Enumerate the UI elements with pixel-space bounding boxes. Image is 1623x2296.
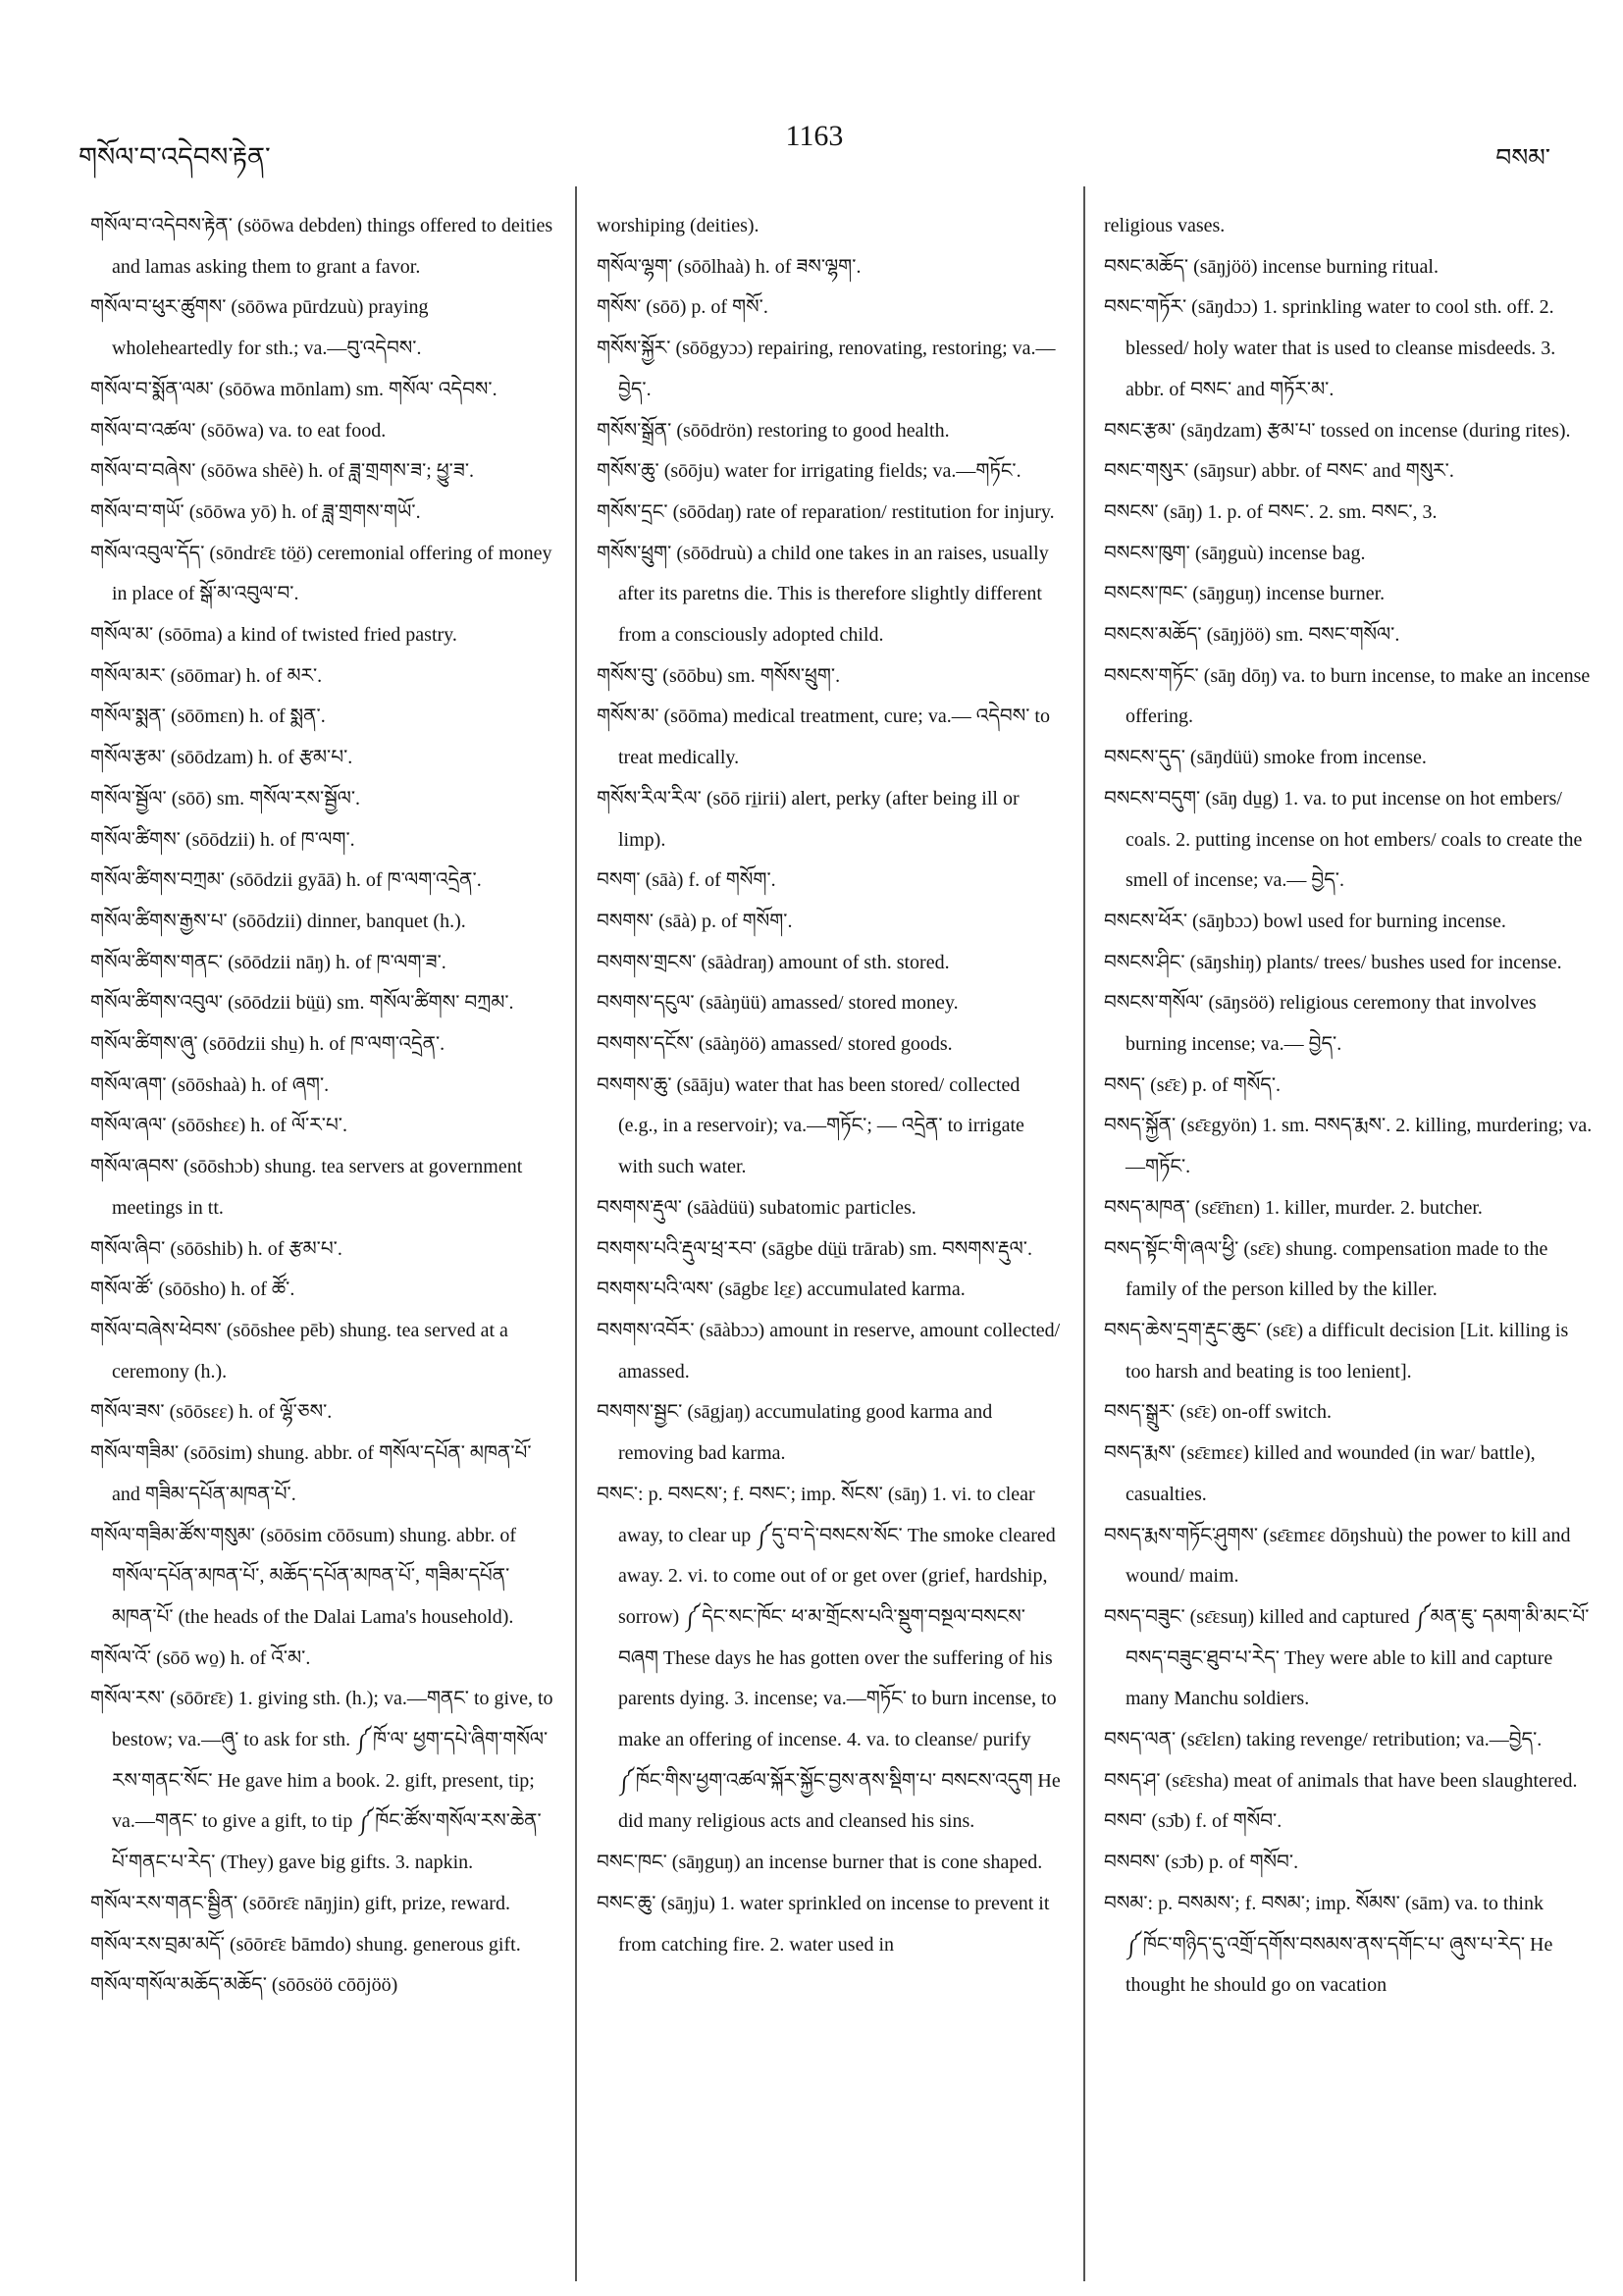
dictionary-entry: གསོལ་བ་གཡོ་ (sōōwa yō) h. of ཟླ་གྲགས་གཡོ་. [90, 500, 421, 523]
dictionary-entry: worshiping (deities). [597, 215, 759, 236]
dictionary-entry: གསོལ་ཚིགས་ཞུ་ (sōōdzii shu̱) h. of ཁ་ལག་འདྲེན་. [90, 1033, 445, 1056]
dictionary-entry: གསོལ་ཞིབ་ (sōōshib) h. of རྩམ་པ་. [90, 1237, 342, 1260]
dictionary-entry: བསང་མཆོད་ (sāŋjöö) incense burning ritual. [1104, 255, 1439, 278]
dictionary-entry: གསོལ་གསོལ་མཆོད་མཆོད་ (sōōsöö cōōjöö) [90, 1974, 398, 1997]
dictionary-entry: གསོས་ཕྲུག་ (sōōdruù) a child one takes in an raises, usually after its paretns die. This is therefore slightly different from a consciously adopted child. [597, 542, 1049, 647]
dictionary-entry: གསོལ་བ་འཚལ་ (sōōwa) va. to eat food. [90, 419, 387, 442]
dictionary-entry: བསགས་པའི་རྡུལ་ཕྲ་རབ་ (sāgbe dü̱ü trārab) sm. བསགས་རྡུལ་. [597, 1237, 1032, 1260]
dictionary-entry: གསོལ་གཟིམ་ (sōōsim) shung. abbr. of གསོལ་དཔོན་ མཁན་པོ་ and གཟིམ་དཔོན་མཁན་པོ་. [90, 1442, 532, 1505]
dictionary-entry: བསབས་ (sɔ̄b) p. of གསོབ་. [1104, 1852, 1299, 1874]
dictionary-entry: བསང་རྩམ་ (sāŋdzam) རྩམ་པ་ tossed on incense (during rites). [1104, 419, 1571, 442]
dictionary-entry: གསོལ་ཚིགས་བཀྲམ་ (sōōdzii gyāā) h. of ཁ་ལག་འདྲེན་. [90, 869, 482, 892]
column-divider [575, 186, 577, 2281]
column-divider [1083, 186, 1085, 2281]
dictionary-entry: བསད་བཟུང་ (sɛ̄ɛsuŋ) killed and captured ༼མན་ཇུ་ དམག་མི་མང་པོ་བསད་བཟུང་ཐུབ་པ་རེད་ They were able to kill and capture many Manchu soldiers. [1104, 1605, 1590, 1710]
dictionary-entry: བསད་རྨས་ (sɛ̄ɛmɛɛ) killed and wounded (in war/ battle), casualties. [1104, 1442, 1536, 1505]
dictionary-entry: གསོལ་ལྷག་ (sōōlhaà) h. of ཟས་ལྷག་. [597, 255, 862, 278]
dictionary-entry: གསོས་སྒྲོན་ (sōōdrön) restoring to good health. [597, 419, 950, 442]
dictionary-entry: བསགས་གྲངས་ (sāàdraŋ) amount of sth. stored. [597, 951, 950, 973]
dictionary-entry: གསོལ་ཚིགས་ (sōōdzii) h. of ཁ་ལག་. [90, 828, 355, 851]
dictionary-entry: གསོལ་རས་ (sōōrɛ̄ɛ) 1. giving sth. (h.); va.—གནང་ to give, to bestow; va.—ཞུ་ to ask for sth. ༼ཁོ་ལ་ ཕྱག་དཔེ་ཞིག་གསོལ་རས་གནང་སོང་ He gave him a book. 2. gift, present, tip; va.—གནང་ to give a gift, to tip ༼ཁོང་ཚོས་གསོལ་རས་ཆེན་པོ་གནང་པ་རེད་ (They) gave big gifts. 3. napkin. [90, 1688, 553, 1874]
dictionary-entry: བསང་ཆུ་ (sāŋju) 1. water sprinkled on incense to prevent it from catching fire. 2. water used in [597, 1892, 1050, 1956]
dictionary-entry: བསབ་ (sɔ̄b) f. of གསོབ་. [1104, 1810, 1283, 1833]
dictionary-entry: བསད་སྐྱོན་ (sɛ̄ɛgyön) 1. sm. བསད་རྨས་. 2. killing, murdering; va.—གཏོང་. [1104, 1115, 1593, 1178]
dictionary-entry: བསད་ལན་ (sɛ̄ɛlɛn) taking revenge/ retribution; va.—བྱེད་. [1104, 1729, 1543, 1751]
dictionary-entry: གསོལ་རྩམ་ (sōōdzam) h. of རྩམ་པ་. [90, 747, 353, 769]
column-1 [90, 206, 553, 2267]
dictionary-entry: གསོལ་ཞག་ (sōōshaà) h. of ཞག་. [90, 1073, 330, 1096]
dictionary-entry: བསགས་དངུལ་ (sāàŋüü) amassed/ stored money. [597, 992, 959, 1015]
dictionary-entry: བསངས་ཁང་ (sāŋguŋ) incense burner. [1104, 583, 1386, 605]
dictionary-entry: གསོལ་སྨན་ (sōōmɛn) h. of སྨན་. [90, 705, 326, 728]
guide-word-right: བསམ་ [1495, 143, 1550, 172]
dictionary-entry: གསོལ་རས་བྲམ་མདོ་ (sōōrɛ̄ɛ bāmdo) shung. generous gift. [90, 1933, 521, 1956]
dictionary-entry: གསོས་སྐྱོར་ (sōōgyɔɔ) repairing, renovating, restoring; va.—བྱེད་. [597, 338, 1056, 400]
dictionary-entry: བསགས་པའི་ལས་ (sāgbɛ lɛ̱ɛ) accumulated karma. [597, 1278, 966, 1301]
dictionary-entry: བསམ་: p. བསམས་; f. བསམ་; imp. སོམས་ (sām) va. to think ༼ཁོང་གཉིད་དུ་འགྲོ་དགོས་བསམས་ནས་དགོང་པ་ ཞུས་པ་རེད་ He thought he should go on vacation [1104, 1892, 1553, 1997]
dictionary-entry: གསོལ་བ་ཕུར་ཚུགས་ (sōōwa pūrdzuù) praying wholeheartedly for sth.; va.—བུ་འདེབས་. [90, 296, 429, 360]
dictionary-entry: བསད་སྟོང་གི་ཞལ་ཕྱི་ (sɛ̄ɛ) shung. compensation made to the family of the person killed by the killer. [1104, 1237, 1548, 1301]
dictionary-entry: གསོལ་འབུལ་དོད་ (sōndrɛ̄ɛ tö̱ö) ceremonial offering of money in place of སྒོ་མ་འབུལ་བ་. [90, 542, 552, 605]
dictionary-entry: བསད་སྒྲུར་ (sɛ̄ɛ) on-off switch. [1104, 1401, 1332, 1424]
dictionary-entry: བསངས་གཏོང་ (sāŋ dōŋ) va. to burn incense, to make an incense offering. [1104, 664, 1591, 728]
dictionary-entry: གསོལ་བ་སྨོན་ལམ་ (sōōwa mōnlam) sm. གསོལ་ འདེབས་. [90, 378, 497, 400]
dictionary-entry: གསོལ་གཟིམ་ཚོས་གསུམ་ (sōōsim cōōsum) shung. abbr. of གསོལ་དཔོན་མཁན་པོ་, མཆོད་དཔོན་མཁན་པོ་, གཟིམ་དཔོན་མཁན་པོ་ (the heads of the Dalai Lama's household). [90, 1524, 517, 1628]
dictionary-entry: བསད་རྨས་གཏོང་ཤུགས་ (sɛ̄ɛmɛɛ dōŋshuù) the power to kill and wound/ maim. [1104, 1524, 1571, 1588]
dictionary-entry: གསོལ་བཞེས་ཕེབས་ (sōōshee pēb) shung. tea served at a ceremony (h.). [90, 1319, 508, 1383]
dictionary-entry: བསད་ཤ་ (sɛ̄ɛsha) meat of animals that have been slaughtered. [1104, 1769, 1578, 1792]
dictionary-entry: གསོལ་ཚིགས་རྒྱས་པ་ (sōōdzii) dinner, banquet (h.). [90, 910, 466, 932]
dictionary-entry: གསོས་མ་ (sōōma) medical treatment, cure; va.— འདེབས་ to treat medically. [597, 705, 1050, 769]
column-3 [1104, 206, 1595, 2267]
dictionary-entry: བསངས་ (sāŋ) 1. p. of བསང་. 2. sm. བསང་, 3. [1104, 500, 1438, 523]
dictionary-entry: གསོལ་ཚིགས་འབུལ་ (sōōdzii bü̱ü) sm. གསོལ་ཚིགས་ བཀྲམ་. [90, 992, 514, 1015]
dictionary-entry: བསང་: p. བསངས་; f. བསང་; imp. སོངས་ (sāŋ) 1. vi. to clear away, to clear up ༼དུ་བ་དེ་བསངས་སོང་ The smoke cleared away. 2. vi. to come out of or get over (grief, hardship, sorrow) ༼དེང་སང་ཁོང་ ཕ་མ་གྲོངས་པའི་སྡུག་བསྔལ་བསངས་བཞག These days he has gotten over the suffering of his parents dying. 3. incense; va.—གཏོང་ to burn incense, to make an offering of incense. 4. va. to cleanse/ purify ༼ཁོང་གིས་ཕྱག་འཚལ་སྐོར་སྐྱོང་བྱས་ནས་སྡིག་པ་ བསངས་འདུག He did many religious acts and cleansed his sins. [597, 1483, 1061, 1833]
dictionary-entry: བསངས་ཕོར་ (sāŋbɔɔ) bowl used for burning incense. [1104, 910, 1506, 932]
dictionary-entry: གསོལ་མ་ (sōōma) a kind of twisted fried pastry. [90, 624, 457, 647]
dictionary-entry: བསགས་སྦྱང་ (sāgjaŋ) accumulating good karma and removing bad karma. [597, 1401, 993, 1465]
dictionary-entry: བསགས་རྡུལ་ (sāàdüü) subatomic particles. [597, 1196, 916, 1219]
page-number: 1163 [785, 120, 844, 152]
dictionary-entry: གསོལ་ཞབས་ (sōōshɔb) shung. tea servers at government meetings in tt. [90, 1156, 523, 1219]
dictionary-entry: བསང་གཏོར་ (sāŋdɔɔ) 1. sprinkling water to cool sth. off. 2. blessed/ holy water that is used to cleanse misdeeds. 3. abbr. of བསང་ and གཏོར་མ་. [1104, 296, 1556, 400]
dictionary-entry: གསོལ་ཞལ་ (sōōshɛɛ) h. of ལོ་ར་པ་. [90, 1115, 347, 1137]
dictionary-entry: བསང་གསུར་ (sāŋsur) abbr. of བསང་ and གསུར་. [1104, 460, 1454, 483]
dictionary-entry: བསངས་ཁུག་ (sāŋguù) incense bag. [1104, 542, 1366, 564]
dictionary-entry: གསོས་ (sōō) p. of གསོ་. [597, 296, 768, 319]
dictionary-entry: བསང་ཁང་ (sāŋguŋ) an incense burner that is cone shaped. [597, 1852, 1043, 1874]
dictionary-entry: གསོལ་ཟས་ (sōōsɛɛ) h. of ལྷོ་ཅས་. [90, 1401, 333, 1424]
guide-word-left: གསོལ་བ་འདེབས་རྟེན་ [79, 142, 271, 173]
dictionary-entry: གསོལ་བ་བཞེས་ (sōōwa shēè) h. of ཟླ་གྲགས་ཟ་; ཕྱུ་ཟ་. [90, 460, 475, 483]
column-2 [597, 206, 1063, 2267]
dictionary-entry: བསགས་འབོར་ (sāàbɔɔ) amount in reserve, amount collected/ amassed. [597, 1319, 1061, 1383]
dictionary-entry: བསངས་གསོལ་ (sāŋsöö) religious ceremony that involves burning incense; va.— བྱེད་. [1104, 992, 1537, 1056]
dictionary-entry: གསོལ་འོ་ (sōō wo̱) h. of འོ་མ་. [90, 1646, 311, 1669]
dictionary-entry: གསོས་ཆུ་ (sōōju) water for irrigating fields; va.—གཏོང་. [597, 460, 1021, 483]
dictionary-entry: གསོས་དྲང་ (sōōdaŋ) rate of reparation/ restitution for injury. [597, 500, 1055, 523]
dictionary-entry: གསོས་རིལ་རིལ་ (sōō ri̱irii) alert, perky (after being ill or limp). [597, 787, 1020, 851]
dictionary-entry: བསག་ (sāà) f. of གསོག་. [597, 869, 776, 892]
dictionary-entry: བསངས་མཆོད་ (sāŋjöö) sm. བསང་གསོལ་. [1104, 624, 1400, 647]
dictionary-entry: བསད་ (sɛ̄ɛ) p. of གསོད་. [1104, 1073, 1282, 1096]
dictionary-entry: གསོལ་སྦྱོལ་ (sōō) sm. གསོལ་རས་སྦྱོལ་. [90, 787, 361, 809]
dictionary-entry: བསད་མཁན་ (sɛ̄ɛ̄nɛn) 1. killer, murder. 2. butcher. [1104, 1196, 1483, 1219]
dictionary-entry: བསད་ཆེས་དྲག་རྡུང་ཆུང་ (sɛ̄ɛ) a difficult decision [Lit. killing is too harsh and beating is too lenient]. [1104, 1319, 1569, 1383]
dictionary-entry: གསོས་བུ་ (sōōbu) sm. གསོས་ཕྲུག་. [597, 664, 841, 687]
dictionary-entry: གསོལ་བ་འདེབས་རྟེན་ (söōwa debden) things offered to deities and lamas asking them to grant a favor. [90, 215, 553, 278]
dictionary-entry: religious vases. [1104, 215, 1226, 236]
dictionary-entry: གསོལ་རས་གནང་སྦྱིན་ (sōōrɛ̄ɛ nāŋjin) gift, prize, reward. [90, 1892, 510, 1914]
page-header [79, 116, 1550, 175]
dictionary-entry: གསོལ་ཚིགས་གནང་ (sōōdzii nāŋ) h. of ཁ་ལག་ཟ་. [90, 951, 446, 973]
dictionary-entry: བསངས་ཤིང་ (sāŋshiŋ) plants/ trees/ bushes used for incense. [1104, 951, 1562, 973]
dictionary-entry: བསགས་ (sāà) p. of གསོག་. [597, 910, 793, 932]
dictionary-entry: གསོལ་མར་ (sōōmar) h. of མར་. [90, 664, 323, 687]
dictionary-entry: བསངས་དུད་ (sāŋdüü) smoke from incense. [1104, 747, 1427, 769]
dictionary-entry: གསོལ་ཚོ་ (sōōsho) h. of ཚོ་. [90, 1278, 295, 1301]
dictionary-entry: བསགས་དངོས་ (sāàŋöö) amassed/ stored goods. [597, 1033, 953, 1056]
dictionary-entry: བསངས་བདུག་ (sāŋ du̱g) 1. va. to put incense on hot embers/ coals. 2. putting incense on hot embers/ coals to create the smell of incense; va.— བྱེད་. [1104, 787, 1583, 892]
dictionary-entry: བསགས་ཆུ་ (sāāju) water that has been stored/ collected (e.g., in a reservoir); va.—གཏོང་; — འདྲེན་ to irrigate with such water. [597, 1073, 1024, 1178]
